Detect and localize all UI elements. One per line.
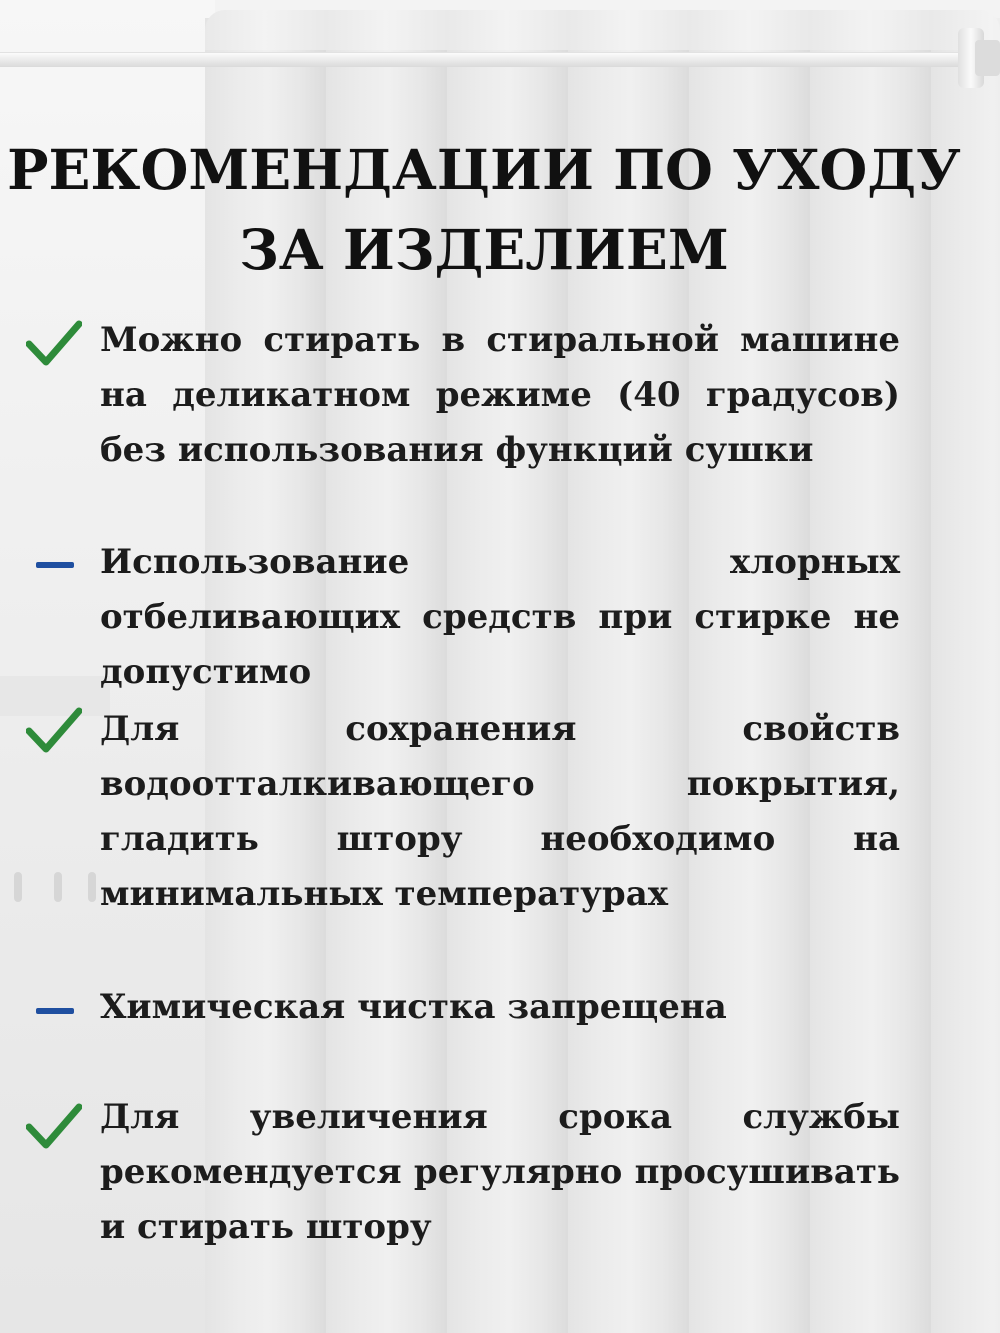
check-icon (26, 320, 82, 366)
dash-icon (36, 562, 74, 568)
curtain-top (205, 10, 1000, 50)
dash-icon (36, 1008, 74, 1014)
check-icon (26, 707, 82, 753)
faucet (14, 872, 98, 908)
care-item-1: Можно стирать в стиральной машине на деликатном режиме (40 градусов) без использования функций сушки (100, 320, 900, 470)
check-icon (26, 1103, 82, 1149)
care-item-5: Для увеличения срока службы рекомендуется регулярно просушивать и стирать штору (100, 1097, 900, 1247)
care-item-2: Использование хлорных отбеливающих средств при стирке не допустимо (100, 542, 900, 692)
page-title-line-2: ЗА ИЗДЕЛИЕМ (239, 217, 729, 282)
curtain-rod (0, 52, 985, 67)
care-item-3: Для сохранения свойств водоотталкивающего покрытия, гладить штору необходимо на минимальных температурах (100, 709, 900, 914)
page-title-line-1: РЕКОМЕНДАЦИИ ПО УХОДУ (7, 137, 961, 202)
curtain-rod-cap (975, 40, 1000, 76)
page-title (0, 130, 968, 290)
care-item-4: Химическая чистка запрещена (100, 987, 727, 1027)
